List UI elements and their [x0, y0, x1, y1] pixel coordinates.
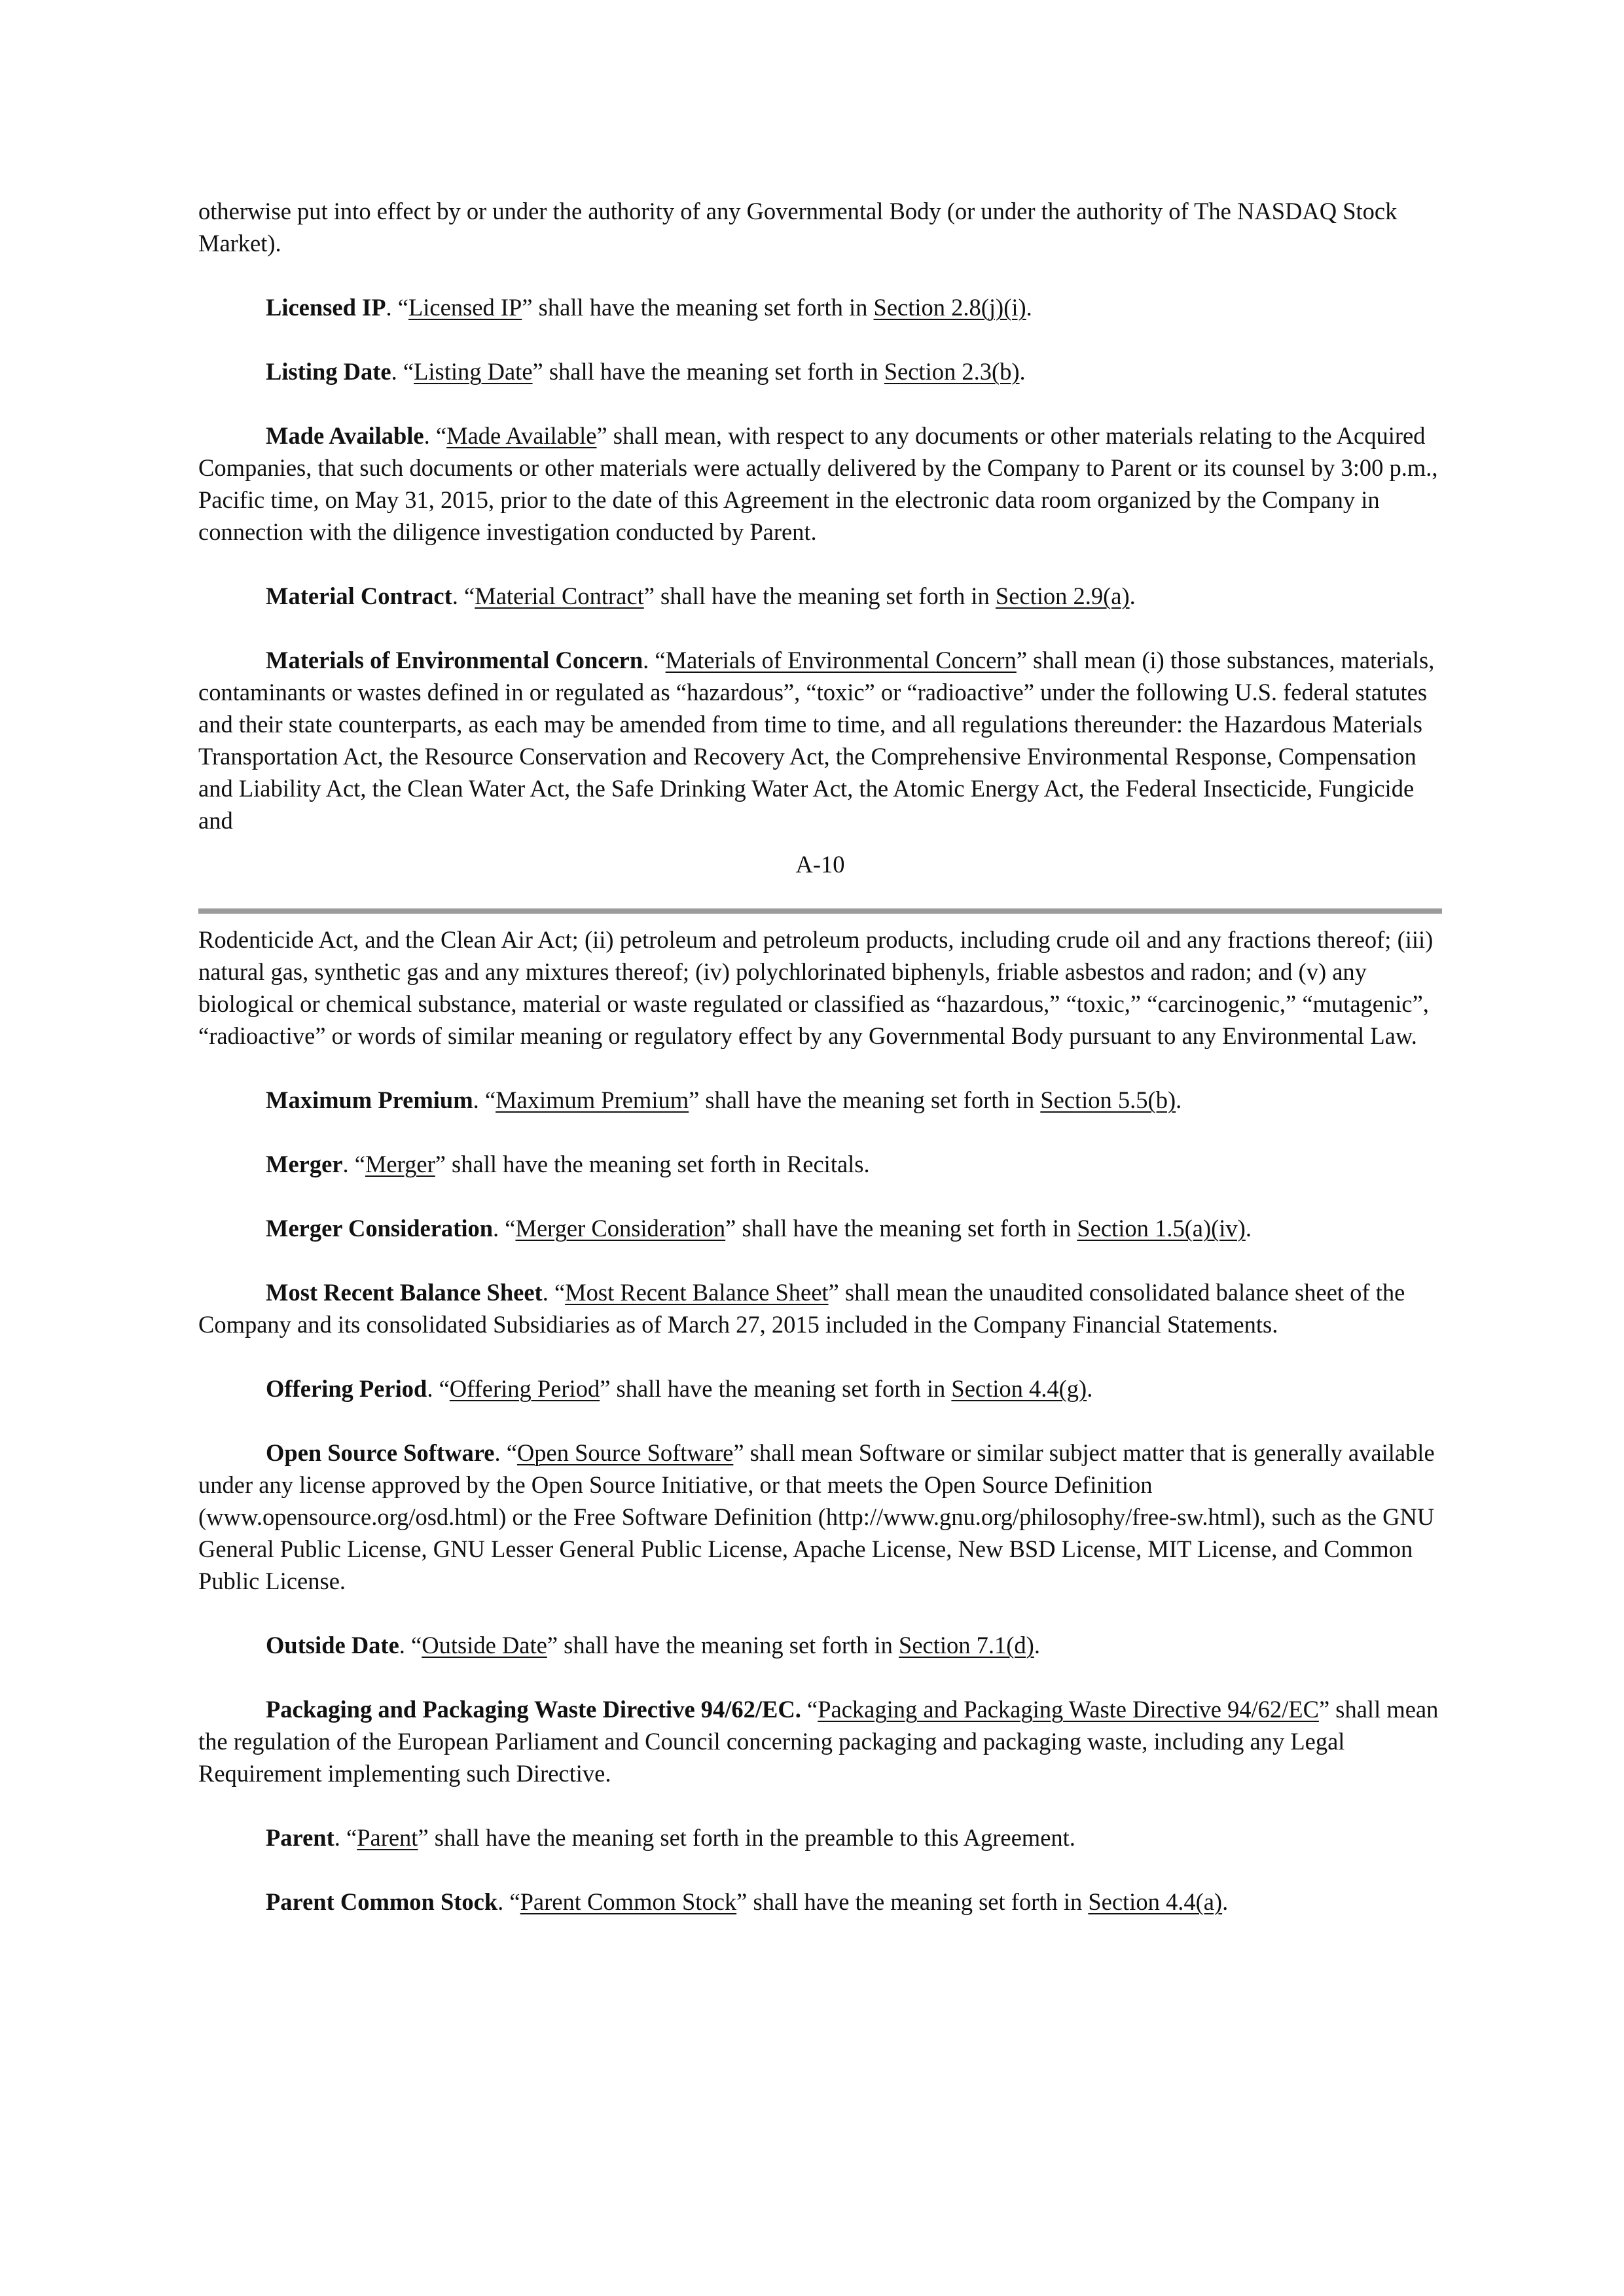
definition-term: Outside Date [266, 1632, 399, 1659]
defined-term: Maximum Premium [496, 1086, 689, 1113]
defined-term: Outside Date [422, 1632, 547, 1659]
page-break-divider [198, 908, 1442, 914]
section-reference: Section 7.1(d) [899, 1632, 1034, 1659]
definition-term: Merger Consideration [266, 1215, 494, 1242]
definition-quote-open: “ [505, 1215, 516, 1242]
definition-licensed-ip: Licensed IP. “Licensed IP” shall have the meaning set forth in Section 2.8(j)(i). [266, 294, 1032, 321]
defined-term: Most Recent Balance Sheet [565, 1279, 829, 1306]
definition-text: ” shall have the meaning set forth in the preamble to this Agreement. [418, 1824, 1075, 1851]
defined-term: Parent [357, 1824, 418, 1851]
defined-term: Made Available [446, 422, 597, 449]
definition-text: ” shall mean, with respect to any documents or other materials relating to the Acquired Companies, that such documents or other materials were actually delivered by the Company to Parent or its counsel by 3:00 p.m., Pacific time, on May 31, 2015, prior to the date of this Agreement in the electronic data room organized by the Company in connection with the diligence investigation conducted by Parent. [198, 422, 1438, 545]
definitions-group-b [198, 1084, 1442, 1918]
definition-end: . [1129, 583, 1136, 609]
definition-quote-open: “ [484, 1086, 496, 1113]
definition-text: ” shall have the meaning set forth in [725, 1215, 1077, 1242]
definition-text: ” shall have the meaning set forth in Recitals. [435, 1151, 870, 1177]
section-reference: Section 4.4(g) [951, 1375, 1087, 1402]
definition-term: Parent [266, 1824, 334, 1851]
defined-term: Merger Consideration [515, 1215, 726, 1242]
definition-quote-open: “ [554, 1279, 566, 1306]
definition-outside-date: Outside Date. “Outside Date” shall have the meaning set forth in Section 7.1(d). [266, 1632, 1040, 1659]
definition-term: Merger [266, 1151, 343, 1177]
definition-text: ” shall have the meaning set forth in [643, 583, 996, 609]
section-reference: Section 2.9(a) [995, 583, 1130, 609]
definition-quote-open: “ [346, 1824, 357, 1851]
page-top-continuation: otherwise put into effect by or under the authority of any Governmental Body (or under the authority of The NASDAQ Stock Market). [198, 198, 1398, 257]
definition-term: Packaging and Packaging Waste Directive 94/62/EC. [266, 1696, 801, 1723]
definition-end: . [1034, 1632, 1040, 1659]
definition-merger-consideration: Merger Consideration. “Merger Consideration” shall have the meaning set forth in Section 1.5(a)(iv). [266, 1215, 1252, 1242]
definition-quote-open: “ [435, 422, 447, 449]
definition-end: . [1222, 1888, 1229, 1915]
definition-text: ” shall have the meaning set forth in [736, 1888, 1089, 1915]
page-number: A-10 [795, 851, 845, 878]
definitions-group-a [198, 291, 1442, 612]
defined-term: Offering Period [449, 1375, 600, 1402]
definition-text: ” shall mean the unaudited consolidated balance sheet of the Company and its consolidated Subsidiaries as of March 27, 2015 included in the Company Financial Statements. [198, 1279, 1405, 1338]
definition-quote-open: “ [506, 1439, 517, 1466]
definition-term: Materials of Environmental Concern [266, 647, 643, 673]
definition-materials-environmental-concern: Materials of Environmental Concern. “Materials of Environmental Concern” shall mean (i) those substances, materials, contaminants or wastes defined in or regulated as “hazardous”, “toxic” or “radioactive” under the following U.S. federal statutes and their state counterparts, as each may be amended from time to time, and all regulations thereunder: the Hazardous Materials Transportation Act, the Resource Conservation and Recovery Act, the Comprehensive Environmental Response, Compensation and Liability Act, the Clean Water Act, the Safe Drinking Water Act, the Atomic Energy Act, the Federal Insecticide, Fungicide and [198, 647, 1435, 834]
definition-text: ” shall have the meaning set forth in [522, 294, 874, 321]
definition-term: Listing Date [266, 358, 391, 385]
section-reference: Section 1.5(a)(iv) [1077, 1215, 1246, 1242]
definition-packaging-waste-directive [198, 1693, 1442, 1789]
definition-term: Made Available [266, 422, 424, 449]
definition-term: Maximum Premium [266, 1086, 473, 1113]
definition-text: ” shall mean Software or similar subject matter that is generally available under any license approved by the Open Source Initiative, or that meets the Open Source Definition (www.opensource.org/osd.html) or the Free Software Definition (http://www.gnu.org/philosophy/free-sw.html), such as the GNU General Public License, GNU Lesser General Public License, Apache License, New BSD License, MIT License, and Common Public License. [198, 1439, 1435, 1594]
definition-term: Licensed IP [266, 294, 386, 321]
definition-end: . [1176, 1086, 1182, 1113]
definition-quote-open: “ [807, 1696, 818, 1723]
definition-open-source-software: Open Source Software. “Open Source Software” shall mean Software or similar subject matter that is generally available under any license approved by the Open Source Initiative, or that meets the Open Source Definition (www.opensource.org/osd.html) or the Free Software Definition (http://www.gnu.org/philosophy/free-sw.html), such as the GNU General Public License, GNU Lesser General Public License, Apache License, New BSD License, MIT License, and Common Public License. [198, 1439, 1435, 1594]
definition-text: ” shall have the meaning set forth in [547, 1632, 899, 1659]
defined-term: Licensed IP [408, 294, 522, 321]
definition-quote-open: “ [439, 1375, 450, 1402]
definition-term: Offering Period [266, 1375, 427, 1402]
defined-term: Material Contract [475, 583, 644, 609]
definition-quote-open: “ [655, 647, 666, 673]
definition-text: ” shall mean (i) those substances, materials, contaminants or wastes defined in or regulated as “hazardous”, “toxic” or “radioactive” under the following U.S. federal statutes and their state counterparts, as each may be amended from time to time, and all regulations thereunder: the Hazardous Materials Transportation Act, the Resource Conservation and Recovery Act, the Comprehensive Environmental Response, Compensation and Liability Act, the Clean Water Act, the Safe Drinking Water Act, the Atomic Energy Act, the Federal Insecticide, Fungicide and [198, 647, 1435, 834]
definition-end: . [1019, 358, 1026, 385]
definition-quote-open: “ [397, 294, 408, 321]
next-page-continuation: Rodenticide Act, and the Clean Air Act; (ii) petroleum and petroleum products, including crude oil and any fractions thereof; (iii) natural gas, synthetic gas and any mixtures thereof; (iv) polychlorinated biphenyls, friable asbestos and radon; and (v) any biological or chemical substance, material or waste regulated or classified as “hazardous,” “toxic,” “carcinogenic,” “mutagenic”, “radioactive” or words of similar meaning or regulatory effect by any Governmental Body pursuant to any Environmental Law. [198, 926, 1434, 1049]
definition-parent-common-stock: Parent Common Stock. “Parent Common Stock” shall have the meaning set forth in Section 4.4(a). [266, 1888, 1229, 1915]
definition-quote-open: “ [464, 583, 475, 609]
definition-term: Parent Common Stock [266, 1888, 498, 1915]
definition-quote-open: “ [403, 358, 414, 385]
definition-quote-open: “ [354, 1151, 365, 1177]
definition-end: . [1087, 1375, 1093, 1402]
definition-maximum-premium: Maximum Premium. “Maximum Premium” shall have the meaning set forth in Section 5.5(b). [266, 1086, 1182, 1113]
section-reference: Section 2.3(b) [884, 358, 1020, 385]
definition-end: . [1245, 1215, 1252, 1242]
section-reference: Section 2.8(j)(i) [873, 294, 1026, 321]
defined-term: Packaging and Packaging Waste Directive 94/62/EC [818, 1696, 1319, 1723]
definition-parent: Parent. “Parent” shall have the meaning set forth in the preamble to this Agreement. [266, 1824, 1075, 1851]
definition-made-available: Made Available. “Made Available” shall mean, with respect to any documents or other materials relating to the Acquired Companies, that such documents or other materials were actually delivered by the Company to Parent or its counsel by 3:00 p.m., Pacific time, on May 31, 2015, prior to the date of this Agreement in the electronic data room organized by the Company in connection with the diligence investigation conducted by Parent. [198, 422, 1438, 545]
section-reference: Section 4.4(a) [1088, 1888, 1223, 1915]
definition-most-recent-balance-sheet: Most Recent Balance Sheet. “Most Recent Balance Sheet” shall mean the unaudited consolidated balance sheet of the Company and its consolidated Subsidiaries as of March 27, 2015 included in the Company Financial Statements. [198, 1279, 1405, 1338]
defined-term: Listing Date [414, 358, 533, 385]
defined-term: Materials of Environmental Concern [665, 647, 1017, 673]
defined-term: Parent Common Stock [520, 1888, 737, 1915]
defined-term: Open Source Software [516, 1439, 734, 1466]
definition-text: ” shall have the meaning set forth in [532, 358, 884, 385]
defined-term: Merger [365, 1151, 435, 1177]
definition-listing-date: Listing Date. “Listing Date” shall have the meaning set forth in Section 2.3(b). [266, 358, 1026, 385]
definition-term: Material Contract [266, 583, 452, 609]
definition-text: ” shall mean the regulation of the European Parliament and Council concerning packaging and packaging waste, including any Legal Requirement implementing such Directive. [198, 1696, 1439, 1787]
definition-material-contract: Material Contract. “Material Contract” shall have the meaning set forth in Section 2.9(a). [266, 583, 1136, 609]
section-reference: Section 5.5(b) [1040, 1086, 1176, 1113]
definition-offering-period: Offering Period. “Offering Period” shall have the meaning set forth in Section 4.4(g). [266, 1375, 1093, 1402]
definition-text: ” shall have the meaning set forth in [689, 1086, 1041, 1113]
definition-merger: Merger. “Merger” shall have the meaning set forth in Recitals. [266, 1151, 870, 1177]
definition-end: . [1026, 294, 1032, 321]
definition-quote-open: “ [411, 1632, 422, 1659]
definition-term: Open Source Software [266, 1439, 495, 1466]
definition-quote-open: “ [509, 1888, 520, 1915]
definition-text: ” shall have the meaning set forth in [600, 1375, 952, 1402]
document-page [198, 195, 1442, 1950]
definition-term: Most Recent Balance Sheet [266, 1279, 543, 1306]
